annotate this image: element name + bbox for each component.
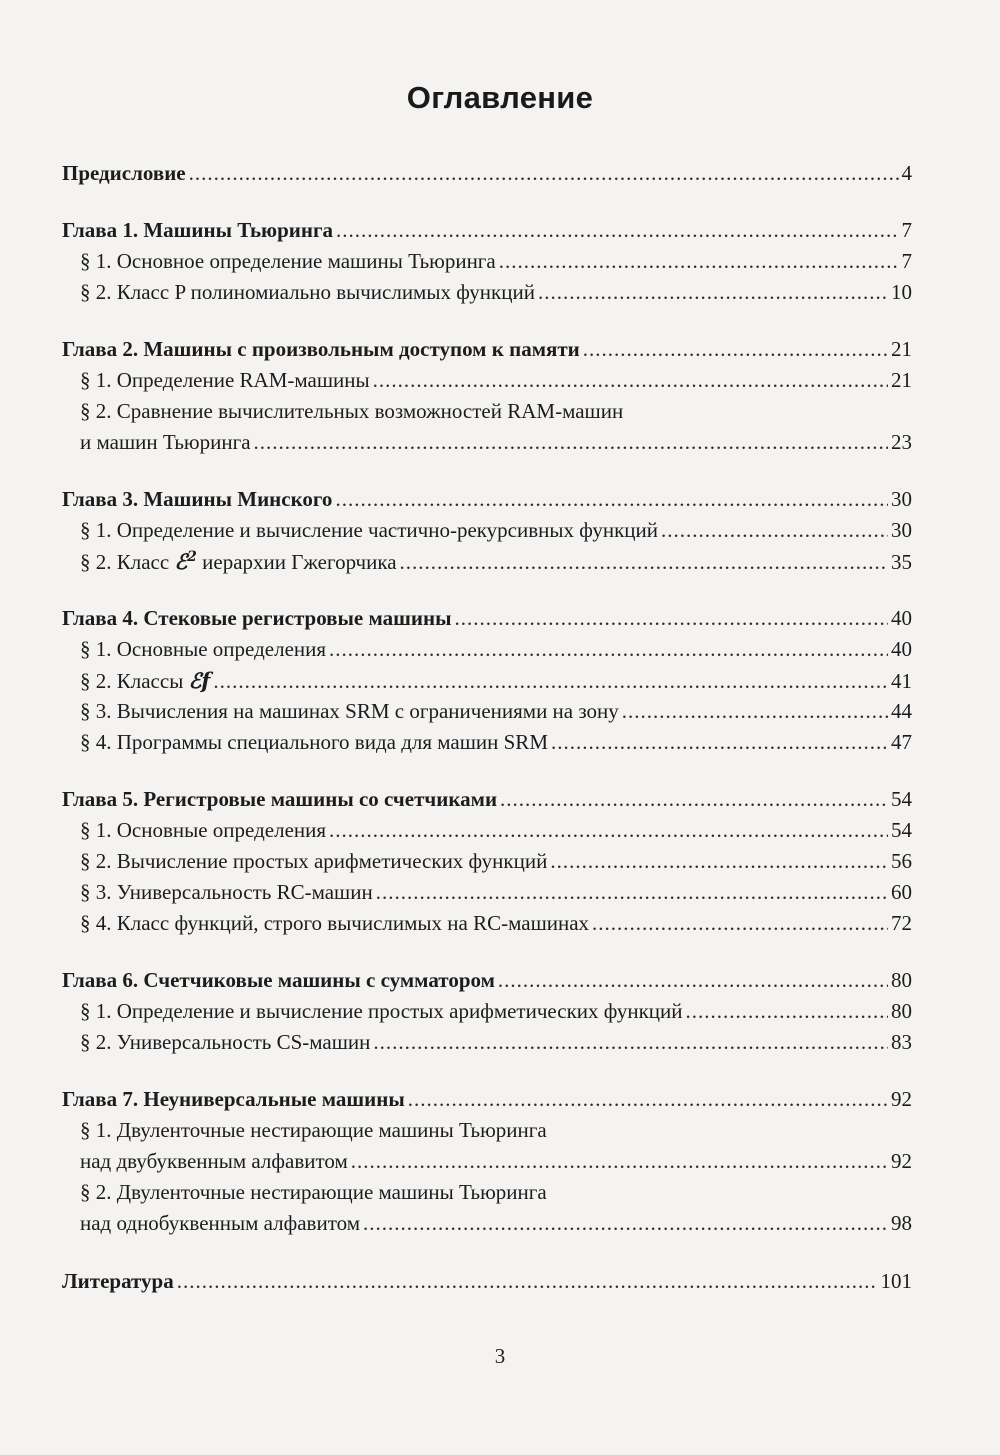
toc-page-number: 21	[891, 337, 912, 361]
toc-page-number: 60	[891, 880, 912, 904]
toc-page-number: 10	[891, 280, 912, 304]
toc-label: § 1. Определение RAM-машины	[80, 368, 370, 392]
toc-label: § 1. Определение и вычисление частично-рекурсивных функций	[80, 518, 658, 542]
toc-label-prefix: § 2. Классы	[80, 669, 189, 693]
toc-label: Предисловие	[62, 161, 186, 185]
toc-entry-section[interactable]	[62, 727, 912, 758]
dot-leader	[592, 908, 888, 939]
toc-page-number: 54	[891, 787, 912, 811]
superscript: 2	[187, 549, 197, 565]
toc-entry-section[interactable]	[62, 546, 912, 577]
toc-entry-section[interactable]	[62, 877, 912, 908]
toc-label: над двубуквенным алфавитом	[80, 1149, 348, 1173]
class-symbol: ℰf	[188, 668, 211, 693]
toc-label: § 3. Универсальность RC-машин	[80, 880, 373, 904]
page-title: Оглавление	[406, 80, 594, 115]
toc-label: § 1. Основные определения	[80, 818, 327, 842]
toc-label: § 3. Вычисления на машинах SRM с ограничениями на зону	[80, 699, 619, 723]
toc-label	[80, 546, 397, 578]
dot-leader	[363, 1208, 888, 1239]
toc-entry-section[interactable]	[62, 696, 912, 727]
toc-page-number: 7	[901, 218, 912, 242]
dot-leader	[622, 696, 888, 727]
toc-entry-section[interactable]	[62, 634, 912, 665]
toc-label: § 1. Основное определение машины Тьюринга	[80, 249, 496, 273]
toc-entry-section[interactable]	[62, 815, 912, 846]
toc-page-number: 21	[891, 368, 912, 392]
dot-leader	[376, 877, 888, 908]
toc-page-number: 40	[891, 637, 912, 661]
toc-page-number: 47	[891, 730, 912, 754]
toc-entry-section[interactable]	[62, 908, 912, 939]
dot-leader	[538, 277, 888, 308]
toc-label: над однобуквенным алфавитом	[80, 1211, 360, 1235]
toc-entry-section[interactable]	[62, 996, 912, 1027]
dot-leader	[686, 996, 889, 1027]
toc-entry-chapter-4[interactable]	[62, 603, 912, 634]
dot-leader	[254, 427, 888, 458]
toc-entry-section[interactable]	[62, 665, 912, 696]
toc-page-number: 80	[891, 999, 912, 1023]
dot-leader	[329, 634, 888, 665]
dot-leader	[189, 158, 899, 189]
toc-entry-section[interactable]	[62, 427, 912, 458]
page-number: 3	[494, 1344, 506, 1368]
toc-page-number: 72	[891, 911, 912, 935]
toc-page-number: 56	[891, 849, 912, 873]
toc-label	[80, 665, 210, 697]
toc-label-prefix: § 2. Класс	[80, 550, 175, 574]
toc-label: Глава 2. Машины с произвольным доступом к памяти	[62, 337, 580, 361]
dot-leader	[661, 515, 888, 546]
dot-leader	[335, 484, 888, 515]
toc-section-first-line[interactable]: § 2. Сравнение вычислительных возможностей RAM-машин	[80, 399, 624, 423]
toc-entry-literature[interactable]	[62, 1266, 912, 1297]
dot-leader	[329, 815, 888, 846]
toc-label-suffix: иерархии Гжегорчика	[196, 550, 397, 574]
toc-label: Глава 1. Машины Тьюринга	[62, 218, 334, 242]
toc-label: § 1. Определение и вычисление простых арифметических функций	[80, 999, 683, 1023]
dot-leader	[213, 666, 888, 697]
dot-leader	[373, 365, 888, 396]
table-of-contents	[62, 158, 912, 1297]
toc-page-number: 41	[891, 669, 912, 693]
dot-leader	[499, 246, 899, 277]
toc-entry-preface[interactable]	[62, 158, 912, 189]
toc-page-number: 92	[891, 1149, 912, 1173]
toc-page-number: 30	[891, 518, 912, 542]
toc-entry-chapter-6[interactable]	[62, 965, 912, 996]
toc-label: § 4. Класс функций, строго вычислимых на RC-машинах	[80, 911, 590, 935]
dot-leader	[551, 727, 888, 758]
dot-leader	[400, 547, 888, 578]
toc-page-number: 98	[891, 1211, 912, 1235]
toc-label: Глава 6. Счетчиковые машины с сумматором	[62, 968, 495, 992]
toc-page-number: 35	[891, 550, 912, 574]
toc-page-number: 23	[891, 430, 912, 454]
toc-entry-chapter-3[interactable]	[62, 484, 912, 515]
toc-page-number: 101	[880, 1269, 912, 1293]
toc-label: Глава 4. Стековые регистровые машины	[62, 606, 452, 630]
toc-label: Глава 5. Регистровые машины со счетчиками	[62, 787, 498, 811]
toc-page-number: 92	[891, 1087, 912, 1111]
dot-leader	[500, 784, 888, 815]
toc-section-first-line[interactable]: § 2. Двуленточные нестирающие машины Тьюринга	[80, 1180, 547, 1204]
toc-label: § 1. Основные определения	[80, 637, 327, 661]
dot-leader	[336, 215, 898, 246]
dot-leader	[408, 1084, 888, 1115]
toc-entry-chapter-1[interactable]	[62, 215, 912, 246]
dot-leader	[373, 1027, 888, 1058]
toc-section-first-line[interactable]: § 1. Двуленточные нестирающие машины Тьюринга	[80, 1118, 547, 1142]
toc-page-number: 44	[891, 699, 912, 723]
toc-entry-section[interactable]	[62, 1146, 912, 1177]
toc-page-number: 40	[891, 606, 912, 630]
toc-entry-chapter-2[interactable]	[62, 334, 912, 365]
toc-page-number: 30	[891, 487, 912, 511]
toc-label: § 2. Класс P полиномиально вычислимых функций	[80, 280, 535, 304]
toc-page-number: 83	[891, 1030, 912, 1054]
toc-label: Литература	[62, 1269, 174, 1293]
dot-leader	[550, 846, 888, 877]
toc-label: и машин Тьюринга	[80, 430, 251, 454]
toc-label: § 2. Вычисление простых арифметических функций	[80, 849, 548, 873]
toc-entry-chapter-5[interactable]	[62, 784, 912, 815]
toc-entry-chapter-7[interactable]	[62, 1084, 912, 1115]
toc-entry-section[interactable]	[62, 277, 912, 308]
dot-leader	[177, 1266, 878, 1297]
grzegorczyk-class-symbol: ℰ	[174, 549, 188, 574]
dot-leader	[351, 1146, 888, 1177]
toc-entry-section[interactable]	[62, 846, 912, 877]
toc-label: § 4. Программы специального вида для машин SRM	[80, 730, 548, 754]
toc-label: Глава 7. Неуниверсальные машины	[62, 1087, 405, 1111]
dot-leader	[498, 965, 888, 996]
toc-label: § 2. Универсальность CS-машин	[80, 1030, 371, 1054]
toc-entry-section[interactable]	[62, 246, 912, 277]
toc-page-number: 4	[901, 161, 912, 185]
toc-label: Глава 3. Машины Минского	[62, 487, 333, 511]
toc-page-number: 80	[891, 968, 912, 992]
toc-entry-section[interactable]	[62, 1208, 912, 1239]
toc-page-number: 7	[901, 249, 912, 273]
toc-entry-section[interactable]	[62, 1027, 912, 1058]
toc-entry-section[interactable]	[62, 515, 912, 546]
toc-page-number: 54	[891, 818, 912, 842]
toc-entry-section[interactable]	[62, 365, 912, 396]
dot-leader	[454, 603, 888, 634]
dot-leader	[583, 334, 888, 365]
